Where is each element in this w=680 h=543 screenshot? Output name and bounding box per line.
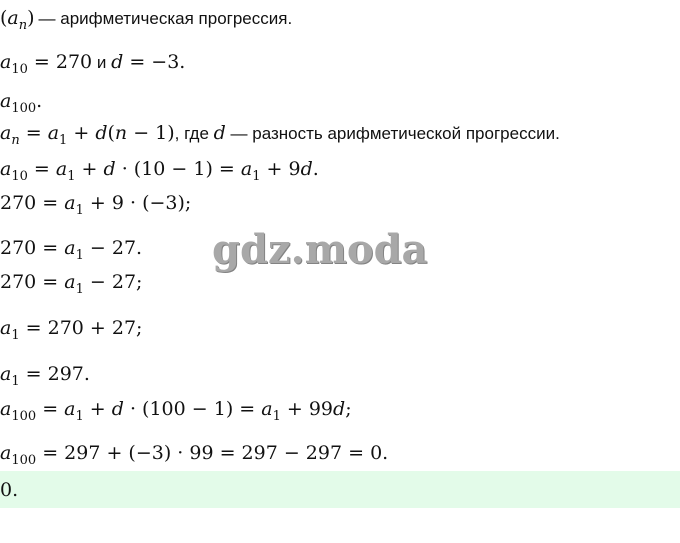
- answer-highlight: [0, 471, 680, 508]
- line-7: $270 = a_1 - 27$.: [0, 237, 143, 263]
- watermark-logo: gdz.moda: [212, 226, 428, 273]
- line-10: $a_1 = 297$.: [0, 363, 90, 389]
- line-4: $a_n = a_1 + d(n - 1)$, где d — разность арифметической прогрессии.: [0, 122, 560, 148]
- line-2: $a_{10} = 270$ и d = −3.: [0, 51, 186, 77]
- line-9: $a_1 = 270 + 27$;: [0, 317, 143, 343]
- line-4-text-1: , где: [174, 124, 214, 143]
- line-4-text-2: — разность арифметической прогрессии.: [225, 124, 560, 143]
- line-1-text: — арифметическая прогрессия.: [38, 9, 293, 28]
- answer-line: 0.: [0, 479, 19, 501]
- line-3: $a_{100}$.: [0, 90, 43, 116]
- line-12: $a_{100} = 297 + (-3) \cdot 99 = 297 - 297 = 0$.: [0, 442, 389, 468]
- line-5: $a_{10} = a_1 + d \cdot (10 - 1) = a_1 + 9d$.: [0, 158, 319, 184]
- given-d: = −3.: [129, 51, 186, 73]
- line-1: $(a_n)$ — арифметическая прогрессия.: [0, 7, 293, 33]
- line-11: $a_{100} = a_1 + d \cdot (100 - 1) = a_1 + 99d$;: [0, 398, 352, 424]
- conjunction: и: [92, 53, 112, 72]
- line-8: $270 = a_1 - 27$;: [0, 271, 143, 297]
- line-6: $270 = a_1 + 9 \cdot (-3)$;: [0, 192, 192, 218]
- given-a10: = 270: [33, 51, 93, 73]
